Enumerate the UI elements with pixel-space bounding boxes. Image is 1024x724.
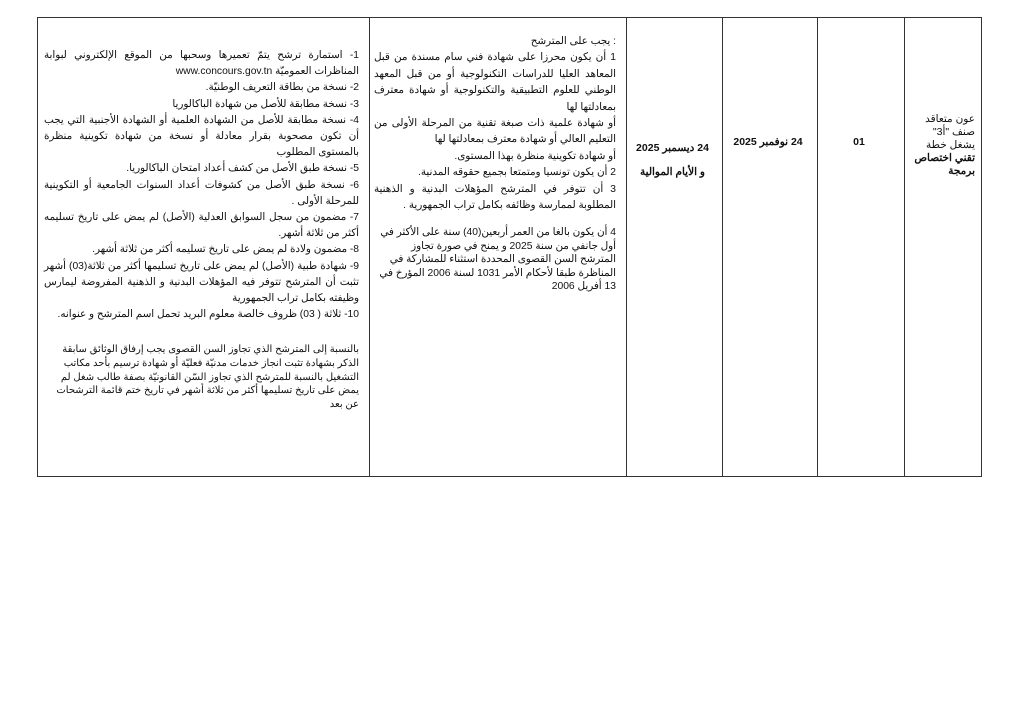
- condition-item: 2 أن يكون تونسيا ومتمتعا بجميع حقوقه المدنية.: [418, 167, 616, 179]
- condition-item: أو شهادة علمية ذات صبغة تقنية من المرحلة الأولى من التعليم العالي أو شهادة معترف بمعادلتها لها: [374, 118, 616, 146]
- position-cell: [903, 18, 981, 476]
- document-item: 3- نسخة مطابقة للأصل من شهادة الباكالوريا: [172, 98, 359, 110]
- document-item: 8- مضمون ولادة لم يمض على تاريخ تسليمه أكثر من ثلاثة أشهر.: [92, 244, 359, 256]
- conditions-intro: : يجب على المترشح: [530, 36, 616, 47]
- document-item: 6- نسخة طبق الأصل من كشوفات أعداد السنوات الجامعية أو التكوينية للمرحلة الأولى .: [44, 179, 359, 207]
- document-item: 4- نسخة مطابقة للأصل من الشهادة العلمية أو الشهادة الأجنبية التي يجب أن تكون مصحوبة بقرار معادلة أو نسخة من شهادة تكوينية منظرة بالمستوى المطلوب: [44, 114, 359, 159]
- conditions-cell: [368, 18, 624, 476]
- document-item: 2- نسخة من بطاقة التعريف الوطنيّة.: [205, 82, 359, 94]
- position-line: عون متعاقد: [925, 113, 975, 125]
- age-exception-note: بالنسبة إلى المترشح الذي تجاوز السن القصوى يجب إرفاق الوثائق سابقة الذكر بشهادة تثبت انجاز خدمات مدنيّة فعليّة أو شهادة ترسيم بأحد مكاتب التشغيل بالنسبة للمترشح الذي تجاوز السّن القانونيّة بصفة طالب شغل لم يمض على تاريخ تسليمها أكثر من ثلاثة أشهر في تاريخ ختم قائمة الترشحات عن بعد: [56, 344, 359, 410]
- position-specialty: تقني اختصاص: [914, 152, 975, 164]
- position-line: يشغل خطة: [926, 139, 975, 151]
- document-item: 7- مضمون من سجل السوابق العدلية (الأصل) لم يمض على تاريخ تسليمه أكثر من ثلاثة أشهر.: [44, 212, 359, 240]
- documents-list: [44, 48, 359, 323]
- open-date-cell: [721, 18, 815, 476]
- document-item: 5- نسخة طبق الأصل من كشف أعداد امتحان الباكالوريا.: [126, 163, 359, 175]
- condition-age: 4 أن يكون بالغا من العمر أربعين(40) سنة على الأكثر في أول جانفي من سنة 2025 و يمنح في صورة تجاوز المترشح السن القصوى المحددة استثناء للمشاركة في المناظرة طبقا لأحكام الأمر 1031 لسنة 2006 المؤرخ في 13 أفريل 2006: [379, 227, 616, 293]
- competition-table: [37, 17, 982, 477]
- document-item: 1- استمارة ترشح يتمّ تعميرها وسحبها من الموقع الإلكتروني لبوابة المناظرات العموميّة www.concours.gov.tn: [44, 50, 359, 78]
- close-date: 24 ديسمبر 2025: [636, 142, 709, 154]
- close-date-cell: [625, 18, 720, 476]
- document-item: 10- ثلاثة ( 03) ظروف خالصة معلوم البريد تحمل اسم المترشح و عنوانه.: [57, 309, 359, 321]
- close-date-note: و الأيام الموالية: [640, 166, 705, 178]
- position-line: صنف "أ3": [932, 126, 975, 138]
- open-date: 24 نوفمبر 2025: [733, 136, 803, 148]
- condition-item: 1 أن يكون محرزا على شهادة فني سام مسندة من قبل المعاهد العليا للدراسات التكنولوجية أو من قبل المعهد الوطني للعلوم التطبيقية والتكنولوجية أو شهادة معترف بمعادلتها لها: [374, 52, 616, 113]
- position-specialty: برمجة: [948, 165, 975, 177]
- positions-count: 01: [853, 136, 865, 148]
- positions-count-cell: [816, 18, 902, 476]
- condition-item: أو شهادة تكوينية منظرة بهذا المستوى.: [454, 150, 616, 162]
- document-item: 9- شهادة طبية (الأصل) لم يمض على تاريخ تسليمها أكثر من ثلاثة(03) أشهر تثبت أن المترشح تتوفر فيه المؤهلات البدنية و الذهنية المفروضة ليمارس وظيفته بكامل تراب الجمهورية: [44, 260, 359, 305]
- documents-cell: [36, 18, 367, 476]
- condition-item: 3 أن تتوفر في المترشح المؤهلات البدنية و الذهنية المطلوبة لممارسة وظائفه بكامل تراب الجمهورية .: [374, 183, 616, 212]
